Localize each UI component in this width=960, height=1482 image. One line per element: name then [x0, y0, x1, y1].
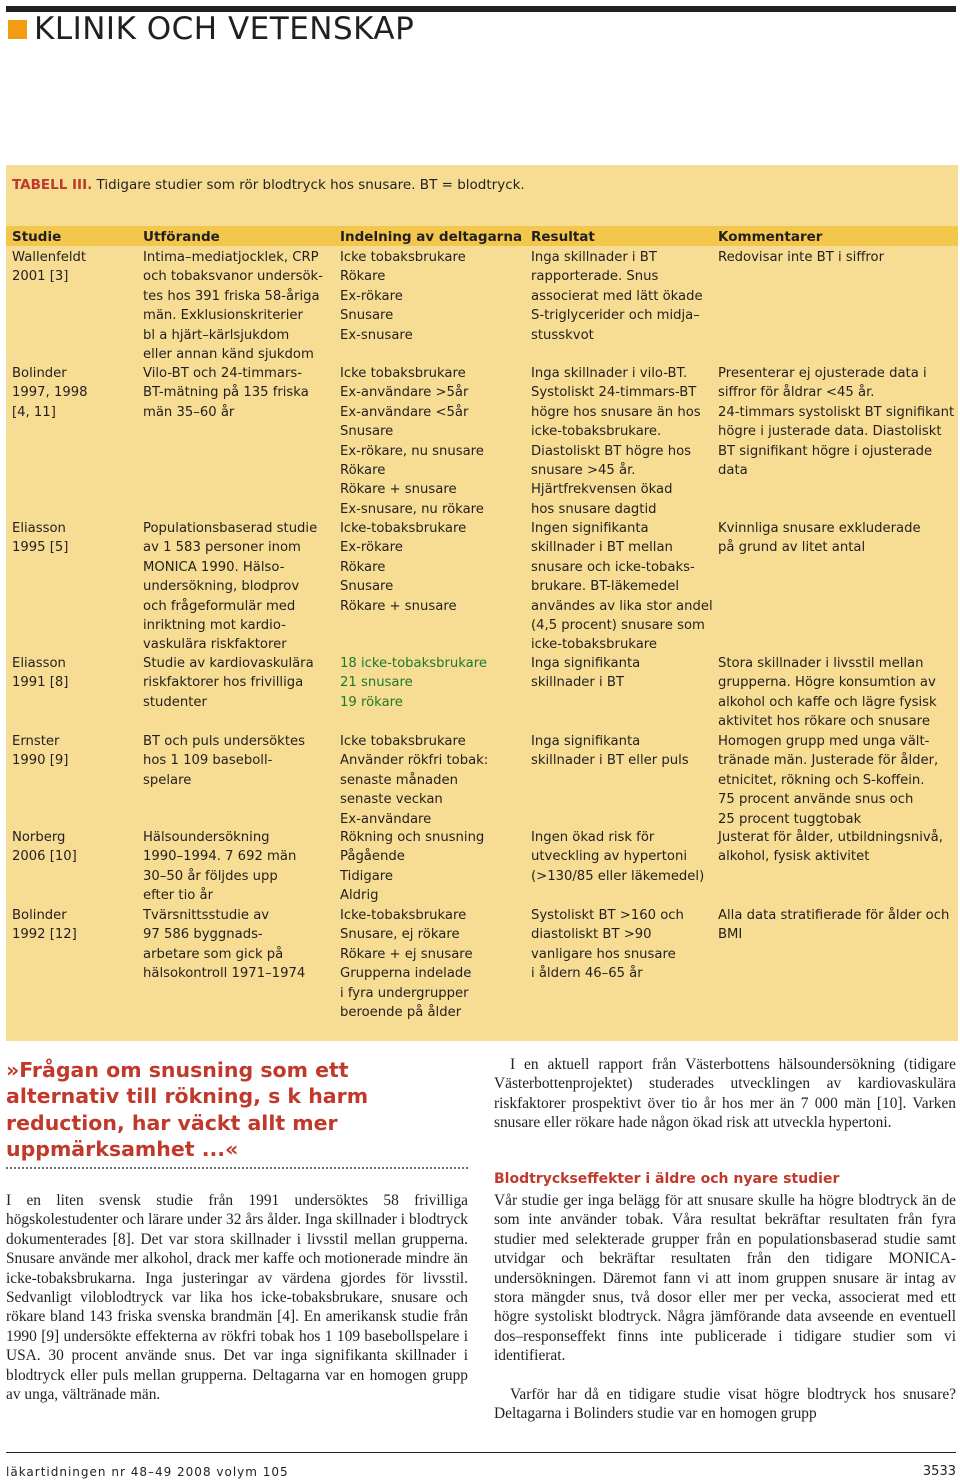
section-title: KLINIK OCH VETENSKAP	[34, 11, 415, 47]
section-square-icon	[8, 20, 27, 39]
table-cell-indelning: Icke-tobaksbrukare Snusare, ej rökare Rökare + ej snusare Grupperna indelade i fyra undergrupper beroende på ålder	[340, 908, 473, 1021]
footer-page-number: 3533	[922, 1464, 956, 1479]
table-cell-indelning: 18 icke-tobaksbrukare 21 snusare 19 rökare	[340, 656, 488, 710]
table-cell-resultat: Ingen ökad risk för utveckling av hypertoni (>130/85 eller läkemedel)	[531, 830, 705, 884]
table-cell-resultat: Inga skillnader i BT rapporterade. Snus associerat med lätt ökade S-triglycerider och midja– stusskvot	[531, 250, 703, 343]
right-column-paragraph-1: I en aktuell rapport från Västerbottens hälsoundersökning (tidigare Västerbottenprojektet) studerades utvecklingen av kardiovaskulära riskfaktorer prospektivt över tio år hos mer än 7 000 män [10]. Varken snusare eller rökare hade någon ökad risk att utveckla hypertoni.	[494, 1056, 956, 1132]
table-cell-kommentarer: Kvinnliga snusare exkluderade på grund av litet antal	[718, 521, 921, 556]
right-column-paragraph-2: Vår studie ger inga belägg för att snusare skulle ha högre blodtryck än de som inte använder tobak. Våra resultat bekräftar resultaten från fyra studier med selekterade grupper från en populationsbaserad studie samt utvidgar och bekräftar resultaten från den tidigare MONICA-undersökningen. Däremot fann vi att inom gruppen snusare är intag av stora mängder snus, två dosor eller mer per vecka, associerat med ett högre systoliskt blodtryck. Några jämförande data avseende en eventuell dos–responseffekt finns inte publicerade i tidigare studier som vi identifierat.	[494, 1192, 956, 1365]
table-cell-utforande: Hälsoundersökning 1990–1994. 7 692 män 30–50 år följdes upp efter tio år	[143, 830, 297, 904]
table-cell-kommentarer: Justerat för ålder, utbildningsnivå, alkohol, fysisk aktivitet	[718, 830, 943, 865]
subheading: Blodtryckseffekter i äldre och nyare studier	[494, 1171, 840, 1187]
table-header-row	[6, 226, 958, 246]
table-cell-studie: Bolinder 1992 [12]	[12, 908, 77, 943]
pull-quote-divider	[6, 1167, 468, 1169]
table-cell-utforande: BT och puls undersöktes hos 1 109 baseboll- spelare	[143, 734, 305, 788]
table-cell-utforande: Tvärsnittsstudie av 97 586 byggnads- arbetare som gick på hälsokontroll 1971–1974	[143, 908, 306, 982]
table-cell-indelning: Icke tobaksbrukare Rökare Ex-rökare Snusare Ex-snusare	[340, 250, 466, 343]
table-caption	[12, 177, 525, 193]
table-cell-indelning: Icke tobaksbrukare Ex-användare >5år Ex-användare <5år Snusare Ex-rökare, nu snusare Rökare Rökare + snusare Ex-snusare, nu rökare	[340, 366, 484, 517]
table-cell-indelning: Rökning och snusning Pågående Tidigare Aldrig	[340, 830, 485, 904]
table-cell-resultat: Inga signifikanta skillnader i BT eller puls	[531, 734, 689, 769]
table-cell-utforande: Populationsbaserad studie av 1 583 personer inom MONICA 1990. Hälso- undersökning, blodprov och frågeformulär med inriktning mot kardio- vaskulära riskfaktorer	[143, 521, 318, 653]
column-header-resultat: Resultat	[531, 229, 595, 245]
table-cell-utforande: Intima–mediatjocklek, CRP och tobaksvanor undersök- tes hos 391 friska 58-åriga män. Exklusionskriterier bl a hjärt–kärlsjukdom eller annan känd sjukdom	[143, 250, 323, 363]
table-cell-kommentarer: Presenterar ej ojusterade data i siffror för åldrar <45 år. 24-timmars systoliskt BT signifikant högre i justerade data. Diastoliskt BT signifikant högre i ojusterade data	[718, 366, 955, 479]
footer-rule	[6, 1452, 956, 1453]
table-cell-studie: Eliasson 1991 [8]	[12, 656, 69, 691]
right-column-paragraph-3: Varför har då en tidigare studie visat högre blodtryck hos snusare? Deltagarna i Bolinders studie var en homogen grupp	[494, 1386, 956, 1423]
table-cell-kommentarer: Stora skillnader i livsstil mellan grupperna. Högre konsumtion av alkohol och kaffe och lägre fysisk aktivitet hos rökare och snusare	[718, 656, 937, 730]
column-header-kommentarer: Kommentarer	[718, 229, 823, 245]
table-cell-kommentarer: Redovisar inte BT i siffror	[718, 250, 885, 265]
table-cell-kommentarer: Homogen grupp med unga vält- tränade män. Justerade för ålder, etnicitet, rökning och S-koffein. 75 procent använde snus och 25 procent tuggtobak	[718, 734, 939, 827]
table-cell-indelning: Icke tobaksbrukare Använder rökfri tobak: senaste månaden senaste veckan Ex-användare	[340, 734, 489, 827]
table-box	[6, 165, 958, 1041]
column-header-utforande: Utförande	[143, 229, 220, 245]
table-caption-text: Tidigare studier som rör blodtryck hos snusare. BT = blodtryck.	[92, 177, 525, 193]
table-cell-resultat: Inga signifikanta skillnader i BT	[531, 656, 641, 691]
table-cell-studie: Wallenfeldt 2001 [3]	[12, 250, 87, 285]
table-cell-studie: Norberg 2006 [10]	[12, 830, 77, 865]
table-cell-utforande: Studie av kardiovaskulära riskfaktorer hos frivilliga studenter	[143, 656, 314, 710]
table-cell-resultat: Ingen signifikanta skillnader i BT mellan snusare och icke-tobaks- brukare. BT-läkemedel användes av lika stor andel (4,5 procent) snusare som icke-tobaksbrukare	[531, 521, 713, 653]
left-column-paragraph: I en liten svensk studie från 1991 undersöktes 58 frivilliga högskolestudenter och lärare under 32 års ålder. Inga skillnader i blodtryck dokumenterades [8]. Det var stora skillnader i livsstil mellan grupperna. Snusare använde mer alkohol, drack mer kaffe och motionerade mindre än icke-tobaksbrukarna. Inga justeringar av värdena gjordes för livsstil. Sedvanligt viloblodtryck var lika hos icke-tobaksbrukare, snusare och rökare bland 143 friska svenska brandmän [4]. En amerikansk studie från 1990 [9] undersökte effekterna av rökfri tobak hos 1 109 basebollspelare i USA. 30 procent använde snus. Det var inga signifikanta skillnader i blodtryck eller puls mellan grupperna. Deltagarna var en homogen grupp av unga, vältränade män.	[6, 1192, 468, 1404]
table-cell-resultat: Systoliskt BT >160 och diastoliskt BT >90 vanligare hos snusare i åldern 46–65 år	[531, 908, 684, 982]
table-cell-kommentarer: Alla data stratifierade för ålder och BMI	[718, 908, 950, 943]
table-cell-studie: Eliasson 1995 [5]	[12, 521, 69, 556]
column-header-studie: Studie	[12, 229, 62, 245]
table-cell-indelning: Icke-tobaksbrukare Ex-rökare Rökare Snusare Rökare + snusare	[340, 521, 467, 614]
pull-quote: »Frågan om snusning som ett alternativ till rökning, s k harm reduction, har väckt allt mer uppmärksamhet ...«	[6, 1058, 369, 1162]
table-cell-studie: Ernster 1990 [9]	[12, 734, 69, 769]
table-cell-utforande: Vilo-BT och 24-timmars- BT-mätning på 135 friska män 35–60 år	[143, 366, 309, 420]
column-header-indelning: Indelning av deltagarna	[340, 229, 523, 245]
table-cell-resultat: Inga skillnader i vilo-BT. Systoliskt 24-timmars-BT högre hos snusare än hos icke-tobaksbrukare. Diastoliskt BT högre hos snusare >45 år. Hjärtfrekvensen ökad hos snusare dagtid	[531, 366, 701, 517]
table-caption-label: TABELL III.	[12, 177, 93, 193]
footer-journal: läkartidningen nr 48–49 2008 volym 105	[6, 1465, 289, 1479]
table-cell-studie: Bolinder 1997, 1998 [4, 11]	[12, 366, 88, 420]
